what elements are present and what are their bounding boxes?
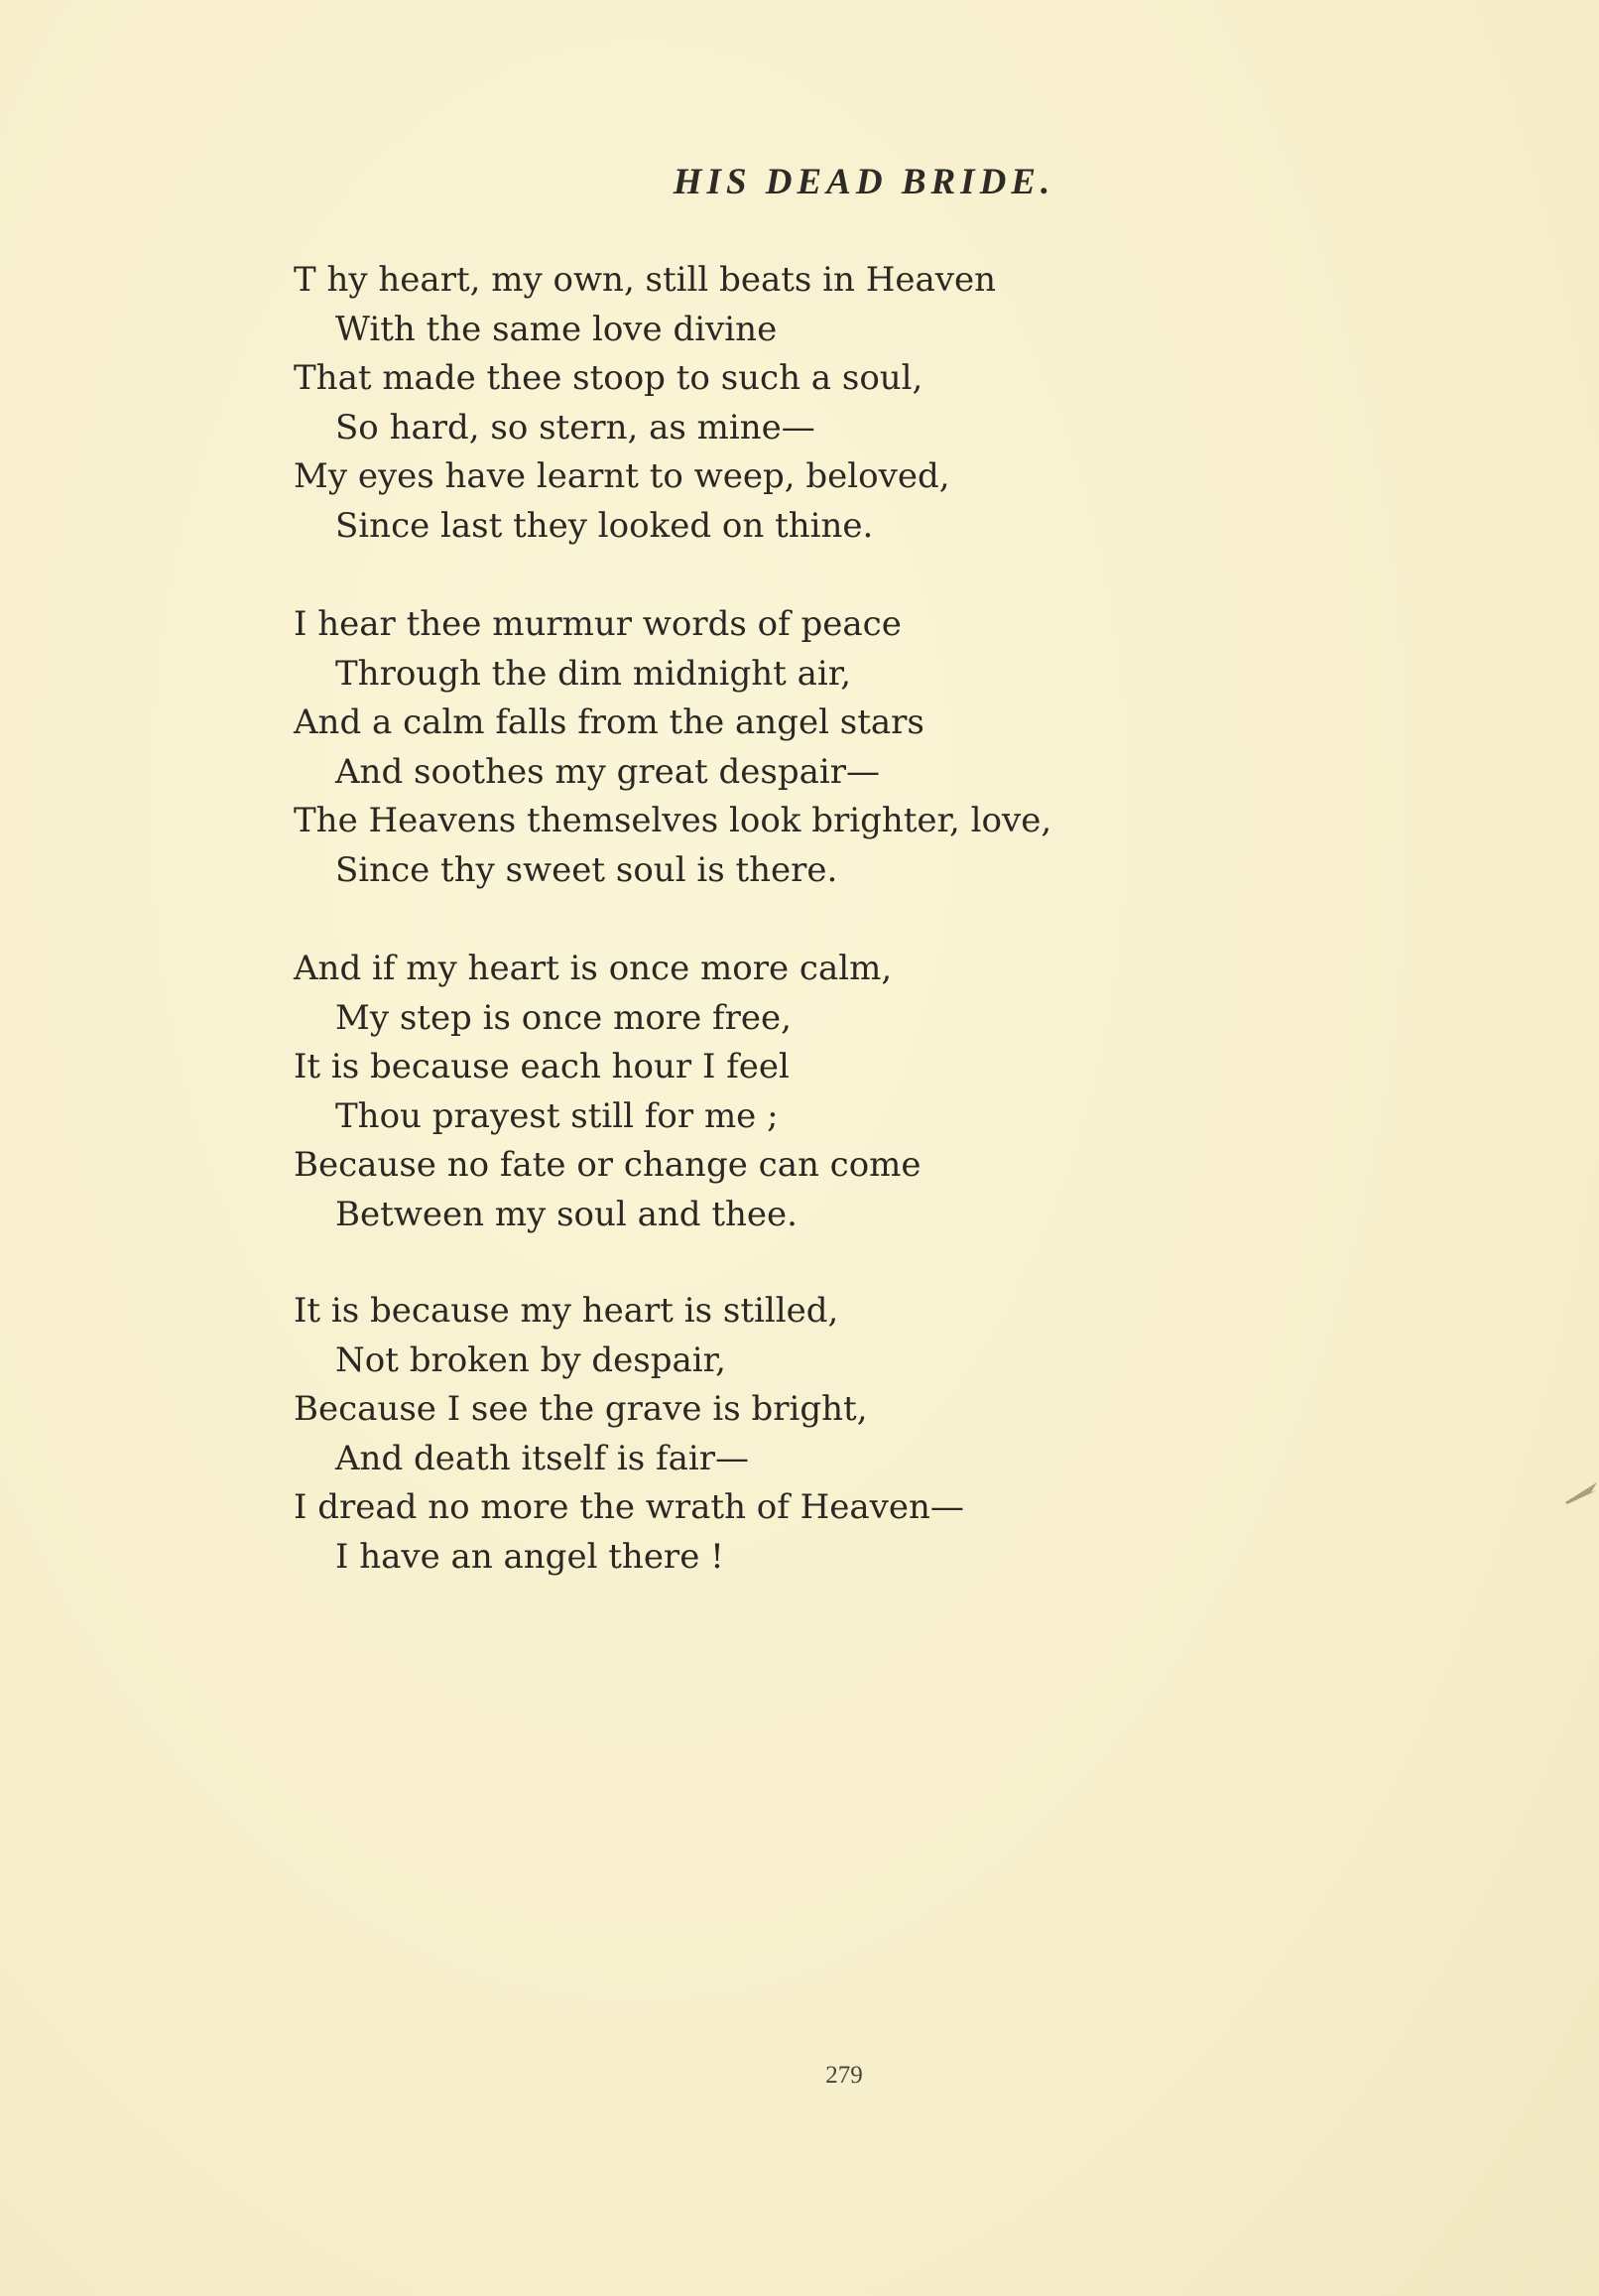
- poem-line: Thou prayest still for me ;: [335, 1095, 779, 1136]
- poem-line: Through the dim midnight air,: [335, 653, 852, 694]
- page-edge-mark: [1563, 1478, 1599, 1506]
- page-number: 279: [825, 2062, 863, 2089]
- poem-line: My step is once more free,: [335, 997, 792, 1038]
- poem-line: Since last they looked on thine.: [335, 505, 874, 546]
- poem-line: The Heavens themselves look brighter, love,: [294, 801, 1052, 840]
- stanza: [294, 256, 1286, 551]
- poem-line: I dread no more the wrath of Heaven—: [294, 1487, 964, 1527]
- poem-line: Between my soul and thee.: [335, 1194, 798, 1234]
- poem-line: With the same love divine: [335, 309, 778, 349]
- poem-line: My eyes have learnt to weep, beloved,: [294, 456, 950, 496]
- poem-line: So hard, so stern, as mine—: [335, 407, 815, 447]
- poem-line: That made thee stoop to such a soul,: [294, 358, 923, 398]
- poem-line: And if my heart is once more calm,: [294, 949, 893, 988]
- poem-line: It is because my heart is stilled,: [294, 1291, 839, 1331]
- poem-line: And a calm falls from the angel stars: [294, 702, 924, 742]
- poem-line: And death itself is fair—: [335, 1438, 750, 1478]
- stanza: [294, 600, 1286, 895]
- poem-line: T hy heart, my own, still beats in Heaven: [294, 260, 997, 300]
- poem-line: And soothes my great despair—: [335, 751, 880, 792]
- poem-line: It is because each hour I feel: [294, 1047, 790, 1086]
- poem-line: I hear thee murmur words of peace: [294, 604, 902, 644]
- poem-line: I have an angel there !: [335, 1536, 724, 1577]
- poem-line: Because I see the grave is bright,: [294, 1389, 868, 1429]
- poem-line: Since thy sweet soul is there.: [335, 849, 838, 890]
- stanza: [294, 1287, 1286, 1582]
- poem-line: Not broken by despair,: [335, 1339, 726, 1380]
- poem-line: Because no fate or change can come: [294, 1145, 922, 1185]
- stanza: [294, 945, 1286, 1239]
- poem-title: HIS DEAD BRIDE.: [673, 162, 1055, 202]
